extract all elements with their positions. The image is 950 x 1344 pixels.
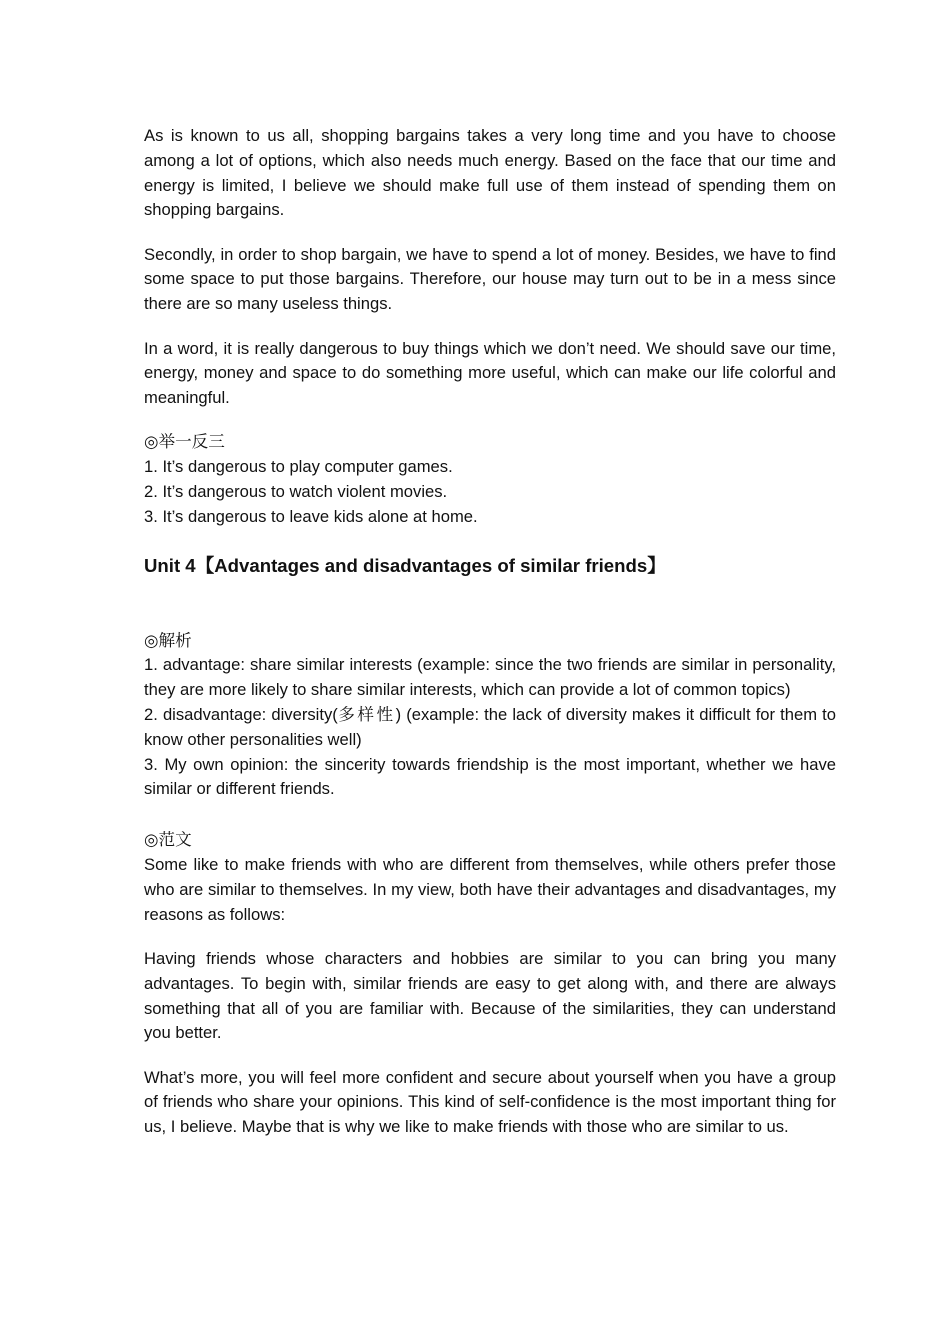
paragraph-money-space: Secondly, in order to shop bargain, we have to spend a lot of money. Besides, we have to find some space to put those bargains. Therefore, our house may turn out to be in a mess since there are so many useless things. [144, 244, 836, 314]
unit-title: Unit 4【Advantages and disadvantages of similar friends】 [144, 554, 666, 576]
analysis-section [144, 629, 836, 803]
analysis-point2-start: 2. disadvantage: diversity( [144, 705, 338, 725]
document-page [144, 124, 836, 1160]
model-essay-paragraph: Some like to make friends with who are different from themselves, while others prefer those who are similar to themselves. In my view, both have their advantages and disadvantages, my reasons as follows: [144, 855, 836, 924]
example-item: 2. It’s dangerous to watch violent movies. [144, 482, 448, 502]
analysis-point-advantage: 1. advantage: share similar interests (example: since the two friends are similar in personality, they are more likely to share similar interests, which can provide a lot of common topics) [144, 655, 836, 700]
analysis-point-opinion: 3. My own opinion: the sincerity towards friendship is the most important, whether we have similar or different friends. [144, 754, 836, 799]
examples-label: ◎举一反三 [144, 432, 225, 452]
example-item: 1. It’s dangerous to play computer games. [144, 457, 453, 477]
model-essay-paragraph: What’s more, you will feel more confident and secure about yourself when you have a group of friends who share your opinions. This kind of self-confidence is the most important thing for us, I believe. Maybe that is why we like to make friends with those who are similar to us. [144, 1067, 836, 1137]
analysis-label: ◎解析 [144, 630, 192, 650]
analysis-point2-end: ) (example: the lack of diversity makes it difficult for them to know other personalities well) [144, 705, 837, 749]
example-item: 3. It’s dangerous to leave kids alone at home. [144, 506, 478, 526]
paragraph-time-energy: As is known to us all, shopping bargains takes a very long time and you have to choose among a lot of options, which also needs much energy. Based on the face that our time and energy is limited, I believe we should make full use of them instead of spending them on shopping bargains. [144, 126, 836, 220]
model-essay-label: ◎范文 [144, 830, 192, 850]
model-essay-paragraph: Having friends whose characters and hobbies are similar to you can bring you many advantages. To begin with, similar friends are easy to get along with, and there are always something that all of you are familiar with. Because of the similarities, they can understand you better. [144, 948, 836, 1043]
examples-section [144, 430, 836, 529]
analysis-point2-cjk: 多样性 [337, 705, 396, 725]
analysis-point-disadvantage [144, 703, 836, 753]
paragraph-conclusion: In a word, it is really dangerous to buy things which we don’t need. We should save our time, energy, money and space to do something more useful, which can make our life colorful and meaningful. [144, 338, 836, 408]
model-essay-section [144, 828, 836, 1140]
